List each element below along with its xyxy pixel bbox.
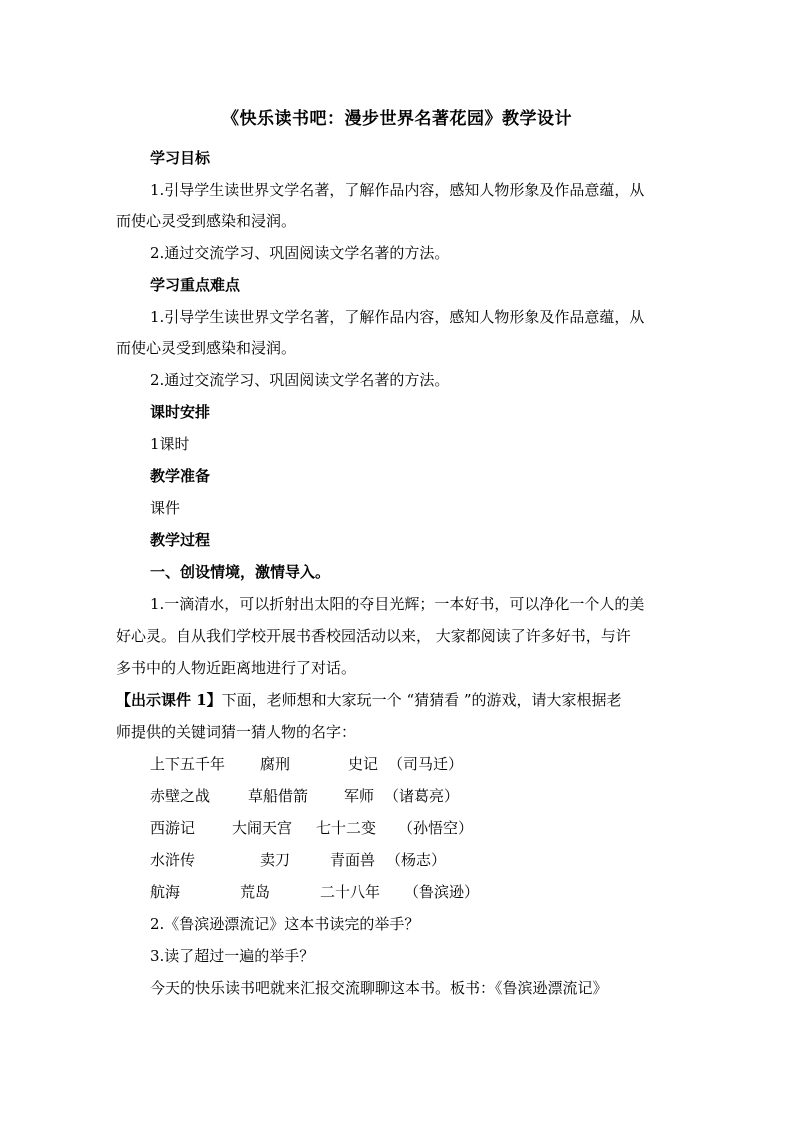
clue-keyword-2: 大闹天宫: [232, 819, 293, 837]
clue-answer: （鲁滨逊）: [404, 883, 480, 901]
objectives-item1-line2: 而使心灵受到感染和浸润。: [116, 212, 297, 230]
clue-keyword-3: 军师: [344, 787, 375, 805]
key-points-item1-line1: 1.引导学生读世界文学名著，了解作品内容，感知人物形象及作品意蕴，从: [150, 308, 645, 326]
clue-keyword-1: 航海: [150, 883, 181, 901]
clue-keyword-1: 水浒传: [150, 851, 196, 869]
key-points-heading: 学习重点难点: [150, 276, 241, 294]
objectives-item1-line1: 1.引导学生读世界文学名著，了解作品内容，感知人物形象及作品意蕴，从: [150, 181, 645, 199]
process-section1: 一、创设情境，激情导入。: [150, 563, 331, 581]
courseware-tag: 【出示课件 1】: [116, 691, 222, 709]
clue-keyword-2: 荒岛: [240, 883, 271, 901]
clue-keyword-2: 卖刀: [260, 851, 291, 869]
clue-keyword-3: 史记: [348, 755, 379, 773]
key-points-item2: 2.通过交流学习、巩固阅读文学名著的方法。: [150, 371, 450, 389]
clue-answer: （诸葛亮）: [384, 787, 460, 805]
process-q2: 2.《鲁滨逊漂流记》这本书读完的举手？: [150, 915, 420, 933]
objectives-item2: 2.通过交流学习、巩固阅读文学名著的方法。: [150, 244, 450, 262]
process-closing: 今天的快乐读书吧就来汇报交流聊聊这本书。板书：《鲁滨逊漂流记》: [150, 979, 608, 997]
clue-answer: （孙悟空）: [398, 819, 474, 837]
process-p1-line1: 1.一滴清水，可以折射出太阳的夺目光辉；一本好书，可以净化一个人的美: [150, 595, 645, 613]
preparation-value: 课件: [150, 499, 181, 517]
process-heading: 教学过程: [150, 531, 211, 549]
process-q3: 3.读了超过一遍的举手？: [150, 947, 315, 965]
preparation-heading: 教学准备: [150, 467, 211, 485]
process-p1-line2: 好心灵。自从我们学校开展书香校园活动以来， 大家都阅读了许多好书，与许: [116, 627, 631, 645]
clue-keyword-3: 青面兽: [330, 851, 376, 869]
process-p1-line3: 多书中的人物近距离地进行了对话。: [116, 659, 357, 677]
process-p2-line2: 师提供的关键词猜一猜人物的名字：: [116, 723, 357, 741]
clue-keyword-2: 腐刑: [260, 755, 291, 773]
clue-keyword-3: 七十二变: [316, 819, 377, 837]
process-p2-line1-text: 下面，老师想和大家玩一个 “猜猜看 ”的游戏，请大家根据老: [221, 691, 622, 709]
clue-keyword-3: 二十八年: [320, 883, 381, 901]
clue-keyword-2: 草船借箭: [248, 787, 309, 805]
clue-answer: （司马迁）: [388, 755, 464, 773]
process-p2-line1: [116, 690, 622, 710]
key-points-item1-line2: 而使心灵受到感染和浸润。: [116, 339, 297, 357]
clue-keyword-1: 赤壁之战: [150, 787, 211, 805]
clue-keyword-1: 上下五千年: [150, 755, 226, 773]
schedule-value: 1课时: [150, 435, 190, 453]
document-title: 《快乐读书吧：漫步世界名著花园》教学设计: [222, 109, 572, 129]
schedule-heading: 课时安排: [150, 403, 211, 421]
clue-keyword-1: 西游记: [150, 819, 196, 837]
clue-answer: （杨志）: [386, 851, 447, 869]
objectives-heading: 学习目标: [150, 149, 211, 167]
